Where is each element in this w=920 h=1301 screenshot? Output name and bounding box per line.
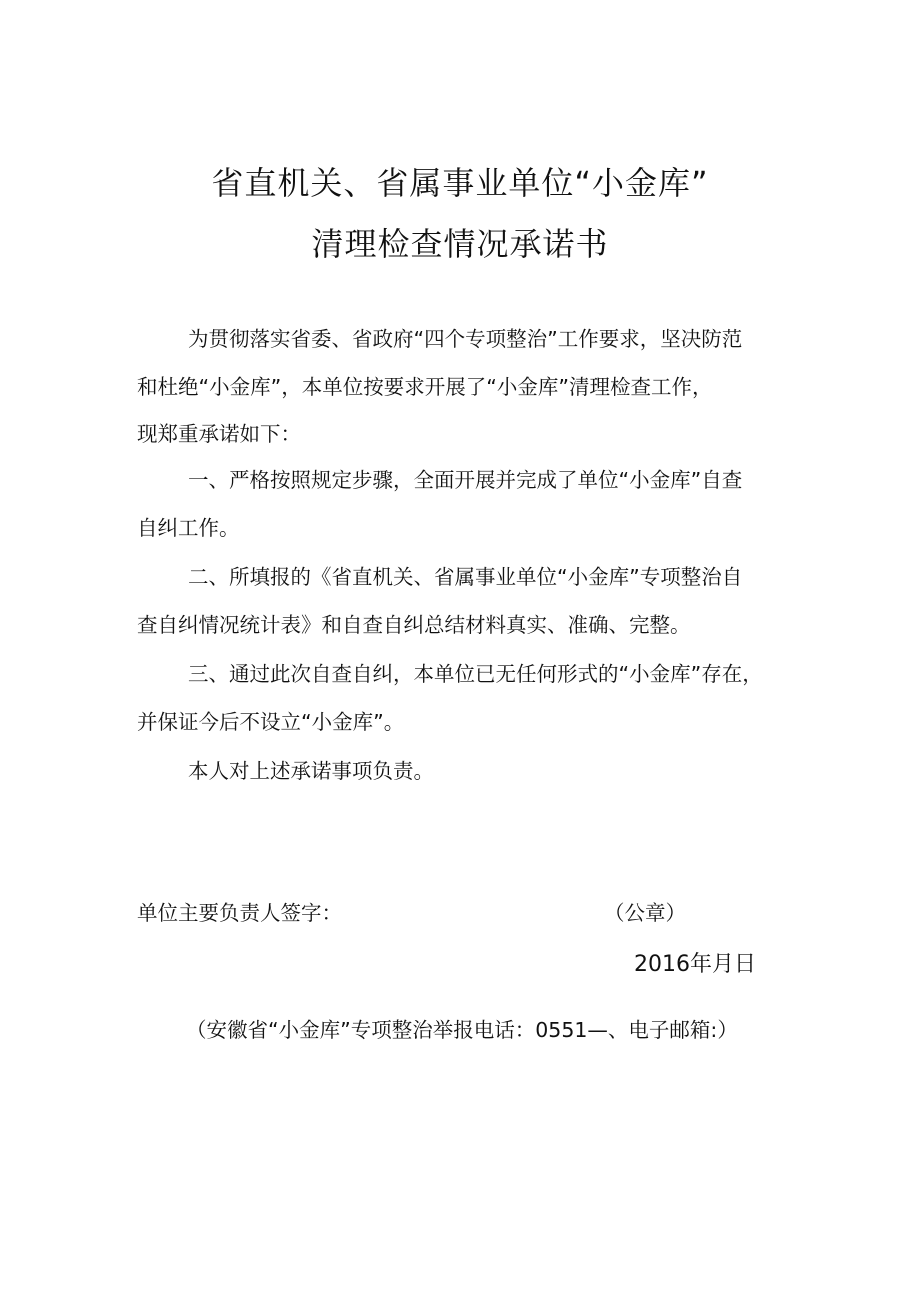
date-line: 2016年月日 xyxy=(634,952,756,977)
item-3-line-2: 并保证今后不设立“小金库”。 xyxy=(137,710,405,734)
item-1-line-2: 自纠工作。 xyxy=(137,516,240,540)
signature-label: 单位主要负责人签字： xyxy=(137,901,342,925)
seal-label: （公章） xyxy=(604,901,686,925)
document-title-line-2: 清理检查情况承诺书 xyxy=(311,225,609,263)
item-1-line-1: 一、严格按照规定步骤，全面开展并完成了单位“小金库”自查 xyxy=(188,468,743,492)
hotline-note: （安徽省“小金库”专项整治举报电话：0551—、电子邮箱:） xyxy=(186,1018,738,1042)
item-3-line-1: 三、通过此次自查自纠，本单位已无任何形式的“小金库”存在， xyxy=(188,662,763,686)
document-title-line-1: 省直机关、省属事业单位“小金库” xyxy=(211,164,709,202)
intro-line-3: 现郑重承诺如下： xyxy=(137,422,301,446)
item-2-line-2: 查自纠情况统计表》和自查自纠总结材料真实、准确、完整。 xyxy=(137,613,691,637)
item-2-line-1: 二、所填报的《省直机关、省属事业单位“小金库”专项整治自 xyxy=(188,565,743,589)
responsibility-statement: 本人对上述承诺事项负责。 xyxy=(188,759,434,783)
intro-line-1: 为贯彻落实省委、省政府“四个专项整治”工作要求，坚决防范 xyxy=(188,327,743,351)
intro-line-2: 和杜绝“小金库”，本单位按要求开展了“小金库”清理检查工作， xyxy=(137,375,713,399)
